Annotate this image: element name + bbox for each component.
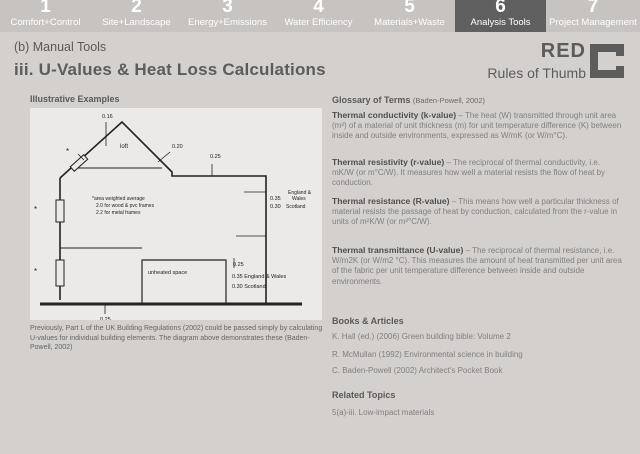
- label-legend-wood: 2.0 for wood & pvc frames: [96, 203, 155, 209]
- term-definition: The heat (W) transmitted through unit area (m²) of a material of unit thickness (m) for unit temperature difference (K) between inside and outside environments, expressed as W/mK (or W/m°C).: [332, 111, 622, 141]
- book-item: C. Baden-Powell (2002) Architect's Pocket Book: [332, 366, 503, 375]
- tab-energy-emissions[interactable]: [182, 0, 273, 32]
- tab-label: Project Management: [549, 17, 637, 28]
- tab-label: Site+Landscape: [102, 17, 171, 28]
- tab-number: 3: [222, 0, 233, 17]
- tab-analysis-tools[interactable]: [455, 0, 546, 32]
- term-name: Thermal conductivity (k-value): [332, 110, 457, 120]
- label-roof-top: 0.16: [102, 114, 113, 120]
- related-heading: Related Topics: [332, 390, 396, 400]
- window-upper: [56, 200, 64, 222]
- tab-number: 1: [40, 0, 51, 17]
- tab-number: 5: [404, 0, 415, 17]
- label-loft: loft: [120, 144, 129, 150]
- brand-tagline: Rules of Thumb: [487, 65, 586, 81]
- term-name: Thermal resistance (R-value): [332, 196, 450, 206]
- brand-name: RED: [540, 40, 586, 62]
- term-separator: –: [446, 158, 454, 167]
- term-definition: This means how well a particular thickness of material resists the passage of heat by conduction, calculated from the r-value in units of m²K/W (or m²°C/W).: [332, 197, 619, 227]
- tab-label: Materials+Waste: [374, 17, 445, 28]
- glossary-term: [332, 196, 622, 228]
- label-star-left-1: *: [34, 205, 38, 214]
- books-heading: Books & Articles: [332, 316, 404, 326]
- u-value-diagram: [30, 108, 322, 320]
- tab-number: 6: [495, 0, 506, 17]
- glossary-title: Glossary of Terms: [332, 95, 411, 105]
- tab-materials-waste[interactable]: [364, 0, 455, 32]
- tab-number: 7: [587, 0, 599, 17]
- tab-label: Energy+Emissions: [188, 17, 267, 28]
- top-navigation: [0, 0, 640, 32]
- book-item: K. Hall (ed.) (2006) Green building bible: Volume 2: [332, 332, 511, 341]
- label-roof-slope: 0.20: [172, 144, 183, 150]
- glossary-heading: [332, 95, 485, 105]
- term-definition: The reciprocal of thermal conductivity, i.e. mK/W (or m°C/W). It measures how well a material resists the flow of heat by conduction.: [332, 158, 606, 188]
- tab-number: 4: [313, 0, 324, 17]
- term-name: Thermal transmittance (U-value): [332, 245, 464, 255]
- label-flat-roof: 0.25: [210, 154, 221, 160]
- label-ew-wall-region2: Wales: [292, 196, 306, 202]
- tab-site-landscape[interactable]: [91, 0, 182, 32]
- tab-number: 2: [131, 0, 142, 17]
- label-window-star: *: [66, 147, 70, 156]
- roof-window: [70, 155, 87, 172]
- examples-heading: Illustrative Examples: [30, 94, 120, 104]
- related-topic-link[interactable]: 5(a)-iii. Low-impact materials: [332, 408, 435, 417]
- tab-comfort-control[interactable]: [0, 0, 91, 32]
- label-unheated: unheated space: [148, 270, 188, 276]
- tab-water-efficiency[interactable]: [273, 0, 364, 32]
- label-legend-metal: 2.2 for metal frames: [96, 210, 141, 216]
- term-name: Thermal resistivity (r-value): [332, 157, 445, 167]
- section-label: (b) Manual Tools: [14, 40, 107, 54]
- term-definition: The reciprocal of thermal resistance, i.e. W/m2K (or W/m2 °C). This measures the amount of heat transmitted per unit area of the fabric per unit temperature difference between inside and outside environments.: [332, 246, 622, 286]
- label-ew-wall-value: 0.35: [270, 196, 281, 202]
- label-star-left-2: *: [34, 267, 38, 276]
- label-floor-ew: 0.35 England & Wales: [232, 274, 287, 280]
- window-lower: [56, 260, 64, 286]
- label-sc-wall-value: 0.30: [270, 204, 281, 210]
- label-ew-wall-region: England &: [288, 190, 312, 196]
- label-sc-wall-region: Scotland: [286, 204, 306, 210]
- label-unheated-value: 0.25: [233, 262, 244, 268]
- unheated-space: [142, 260, 226, 304]
- term-separator: –: [451, 197, 459, 206]
- diagram-caption: Previously, Part L of the UK Building Regulations (2002) could be passed simply by calculating U-values for individual building elements. The diagram above demonstrates these (Baden-Powell, 2002): [30, 325, 323, 351]
- tab-label: Water Efficiency: [284, 17, 353, 28]
- glossary-term: [332, 157, 622, 189]
- glossary-term: [332, 110, 622, 142]
- page-title: iii. U-Values & Heat Loss Calculations: [14, 60, 326, 79]
- tab-label: Analysis Tools: [470, 17, 531, 28]
- tab-label: Comfort+Control: [10, 17, 81, 28]
- glossary-citation: (Baden-Powell, 2002): [412, 96, 486, 105]
- term-separator: –: [465, 246, 473, 255]
- label-legend: *area weighted average: [92, 196, 145, 202]
- glossary-term: [332, 245, 622, 287]
- label-ground: 0.25: [100, 317, 111, 320]
- red-logo-icon: [588, 42, 626, 80]
- brand: [476, 40, 586, 82]
- term-separator: –: [458, 111, 465, 120]
- book-item: R. McMullan (1992) Environmental science in building: [332, 350, 523, 359]
- tab-project-management[interactable]: [546, 0, 640, 32]
- label-floor-sc: 0.30 Scotland: [232, 284, 266, 290]
